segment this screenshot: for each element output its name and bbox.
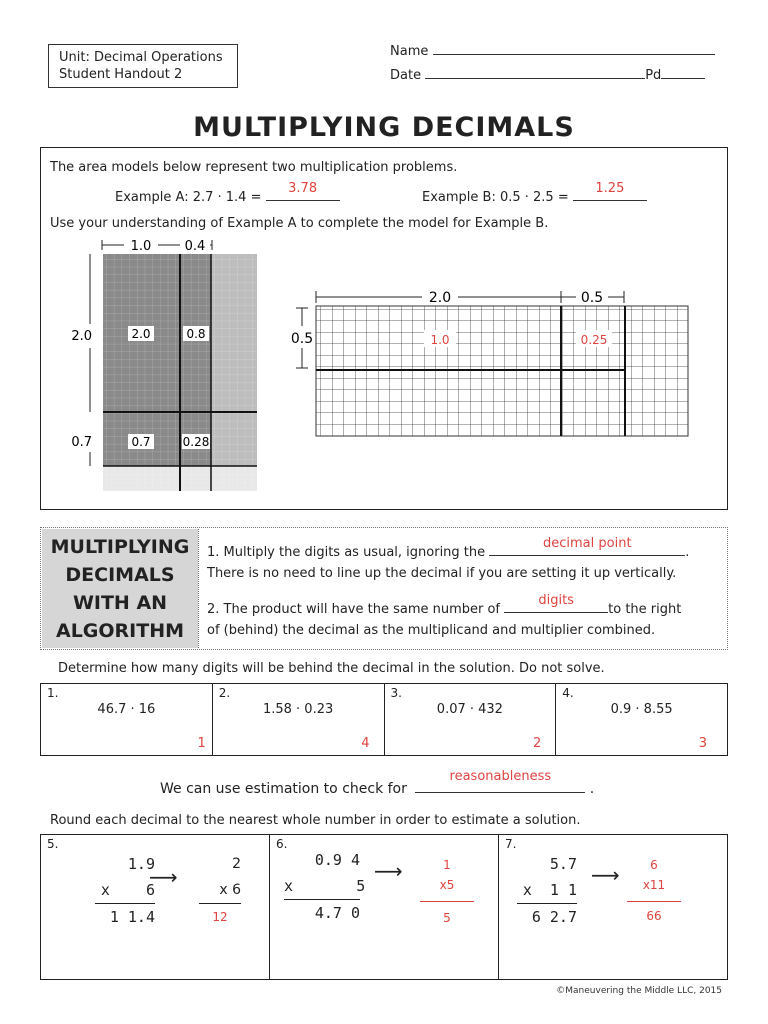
estimate-result: 66 xyxy=(627,901,681,926)
area-intro: The area models below represent two multiplication problems. xyxy=(50,160,458,175)
problem-expression: 1.58 · 0.23 xyxy=(262,702,334,717)
estimation-text: We can use estimation to check for xyxy=(160,781,407,797)
handout-number: Student Handout 2 xyxy=(59,67,183,82)
work-mult: x 5 xyxy=(284,877,366,895)
estimate-column xyxy=(420,855,474,928)
estimate-mult: x11 xyxy=(642,878,666,892)
estimate-top: 2 xyxy=(232,856,241,872)
problem-number: 7. xyxy=(505,837,517,851)
work-top: 5.7 xyxy=(549,855,577,873)
problem-expression: 0.9 · 8.55 xyxy=(610,702,673,717)
model-b-side-label: 0.5 xyxy=(290,331,314,347)
date-row xyxy=(390,66,705,83)
problem-number: 2. xyxy=(218,686,231,700)
estimation-problem-6 xyxy=(270,835,499,980)
example-b xyxy=(422,181,647,208)
arrow-icon: ⟶ xyxy=(591,863,620,887)
work-result: 1 1.4 xyxy=(95,903,155,930)
model-a-side-label-2: 0.7 xyxy=(71,435,92,450)
model-a-side-label-1: 2.0 xyxy=(71,329,92,344)
algorithm-heading-line-4: ALGORITHM xyxy=(55,620,185,642)
step-1-note: There is no need to line up the decimal if you are setting it up vertically. xyxy=(207,566,677,581)
estimate-mult: x5 xyxy=(439,878,455,892)
unit-title: Unit: Decimal Operations xyxy=(59,50,223,65)
period-field[interactable] xyxy=(661,66,705,79)
estimation-statement xyxy=(160,769,595,797)
model-b-top-label-1: 2.0 xyxy=(428,290,452,306)
pd-label: Pd xyxy=(645,68,662,83)
problem-number: 5. xyxy=(47,837,59,851)
estimate-top: 6 xyxy=(650,858,658,872)
example-a xyxy=(115,181,340,208)
estimation-table xyxy=(40,834,728,980)
step-2-blank[interactable] xyxy=(504,593,608,613)
model-a-top-label-1: 1.0 xyxy=(130,239,152,254)
estimate-column xyxy=(199,851,241,930)
work-top: 0.9 4 xyxy=(314,851,360,869)
work-column xyxy=(284,847,366,926)
example-b-answer: 1.25 xyxy=(595,181,625,196)
arrow-icon: ⟶ xyxy=(149,865,178,889)
problem-answer: 3 xyxy=(698,736,707,751)
model-a-cell-tr: 0.8 xyxy=(186,327,206,341)
model-a-top-label-2: 0.4 xyxy=(184,239,206,254)
arrow-icon: ⟶ xyxy=(374,859,403,883)
model-a-cell-tl: 2.0 xyxy=(131,327,151,341)
estimation-problem-5 xyxy=(41,835,270,980)
problem-answer: 1 xyxy=(197,736,206,751)
page-title: MULTIPLYING DECIMALS xyxy=(193,112,575,143)
estimate-result: 5 xyxy=(420,901,474,928)
problem-number: 1. xyxy=(47,686,59,700)
model-a-cell-bl: 0.7 xyxy=(131,435,151,449)
estimation-problem-7 xyxy=(499,835,728,980)
area-model-b xyxy=(286,286,696,442)
area-instruction: Use your understanding of Example A to complete the model for Example B. xyxy=(50,216,549,231)
problem-expression: 46.7 · 16 xyxy=(97,702,156,717)
work-result: 6 2.7 xyxy=(517,903,577,930)
work-mult: x 1 1 xyxy=(522,881,577,899)
algorithm-heading-line-2: DECIMALS xyxy=(65,564,175,586)
work-mult: x 6 xyxy=(100,881,155,899)
example-b-label: Example B: 0.5 · 2.5 = xyxy=(422,190,569,205)
algorithm-heading xyxy=(42,529,198,648)
estimation-blank[interactable] xyxy=(415,769,585,793)
name-row xyxy=(390,42,715,59)
problem-number: 4. xyxy=(562,686,574,700)
digits-problem-2 xyxy=(212,684,384,756)
step-2-note: of (behind) the decimal as the multiplicand and multiplier combined. xyxy=(207,623,656,638)
unit-info-box xyxy=(48,44,238,88)
digits-table xyxy=(40,683,728,756)
digits-problem-1 xyxy=(41,684,213,756)
copyright-footer: ©Maneuvering the Middle LLC, 2015 xyxy=(556,986,722,996)
problem-number: 6. xyxy=(276,837,288,851)
problem-answer: 4 xyxy=(361,736,370,751)
work-column xyxy=(95,851,155,930)
estimate-result: 12 xyxy=(199,903,241,930)
example-a-label: Example A: 2.7 · 1.4 = xyxy=(115,190,262,205)
algorithm-heading-line-1: MULTIPLYING xyxy=(50,536,190,558)
estimate-top: 1 xyxy=(443,858,451,872)
estimate-mult: x 6 xyxy=(219,882,241,898)
name-field[interactable] xyxy=(433,42,715,55)
estimation-answer: reasonableness xyxy=(449,769,552,784)
step-2-answer: digits xyxy=(538,593,574,608)
work-column xyxy=(517,851,577,930)
name-label: Name xyxy=(390,44,429,59)
step-2-text-after: to the right xyxy=(608,602,682,617)
algorithm-step-2 xyxy=(207,593,717,641)
step-1-answer: decimal point xyxy=(543,536,632,551)
step-2-text: 2. The product will have the same number of xyxy=(207,602,501,617)
digits-problem-3 xyxy=(384,684,556,756)
algorithm-heading-line-3: WITH AN xyxy=(72,592,168,614)
step-1-text: 1. Multiply the digits as usual, ignoring the xyxy=(207,545,486,560)
date-field[interactable] xyxy=(425,66,645,79)
work-top: 1.9 xyxy=(127,855,155,873)
problem-expression: 0.07 · 432 xyxy=(436,702,503,717)
example-a-blank[interactable] xyxy=(266,181,340,201)
rounding-instruction: Round each decimal to the nearest whole number in order to estimate a solution. xyxy=(50,813,581,828)
digits-instruction: Determine how many digits will be behind the decimal in the solution. Do not solve. xyxy=(58,661,605,676)
model-a-cell-br: 0.28 xyxy=(182,435,210,449)
problem-answer: 2 xyxy=(532,736,542,751)
digits-problem-4 xyxy=(556,684,728,756)
date-label: Date xyxy=(390,68,422,83)
model-b-top-label-2: 0.5 xyxy=(580,290,604,306)
estimate-column xyxy=(627,855,681,926)
work-result: 4.7 0 xyxy=(284,899,360,926)
example-b-blank[interactable] xyxy=(573,181,647,201)
area-model-a xyxy=(60,236,280,498)
model-b-cell-left: 1.0 xyxy=(430,333,450,347)
example-a-answer: 3.78 xyxy=(288,181,318,196)
problem-number: 3. xyxy=(390,686,402,700)
algorithm-step-1: 1. Multiply the digits as usual, ignoring the decimal point . There is no need to line up the decimal if you are setting it up vertically. xyxy=(207,541,717,584)
estimation-period: . xyxy=(589,781,595,797)
step-1-blank[interactable] xyxy=(489,536,685,556)
model-b-cell-right: 0.25 xyxy=(580,333,608,347)
